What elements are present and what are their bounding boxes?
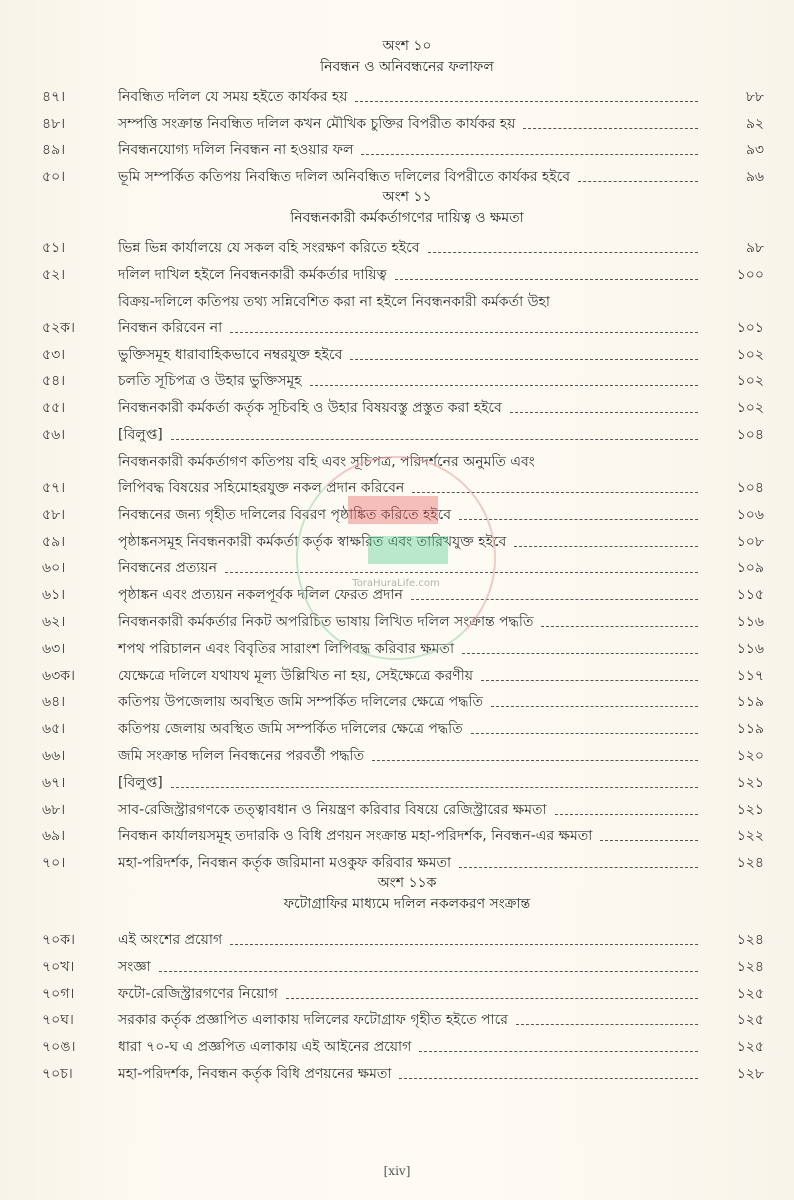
toc-entry[interactable] bbox=[42, 134, 772, 161]
page-number: ১০৪ bbox=[736, 479, 764, 496]
table-of-contents bbox=[42, 36, 772, 1084]
toc-entry[interactable] bbox=[42, 1057, 772, 1084]
entry-text: নিবন্ধনকারী কর্মকর্তা কর্তৃক সূচিবহি ও উহার বিষয়বস্তু প্রস্তুত করা হইবে bbox=[118, 400, 502, 417]
page-number: ১০২ bbox=[736, 400, 764, 417]
entry-text: কতিপয় জেলায় অবস্থিত জমি সম্পর্কিত দলিলের ক্ষেত্রে পদ্ধতি bbox=[118, 721, 463, 738]
dot-leader bbox=[541, 626, 698, 627]
toc-entry[interactable] bbox=[42, 766, 772, 793]
toc-entry[interactable] bbox=[42, 1030, 772, 1057]
page-number: ৮৮ bbox=[745, 88, 764, 105]
page-number: ১১৯ bbox=[736, 721, 764, 738]
part-heading: অংশ ১০ bbox=[382, 38, 432, 54]
dot-leader bbox=[514, 546, 698, 547]
dot-leader bbox=[372, 760, 698, 761]
section-number: ৫৪। bbox=[42, 373, 66, 390]
entry-text: নিবন্ধনের জন্য গৃহীত দলিলের বিবরণ পৃষ্ঠাঙ্কিত করিতে হইবে bbox=[118, 506, 451, 523]
section-number: ৫১। bbox=[42, 239, 66, 256]
entry-text: নিবন্ধনকারী কর্মকর্তাগণ কতিপয় বহি এবং সূচিপত্র, পরিদর্শনের অনুমতি এবং bbox=[118, 453, 535, 470]
toc-entry[interactable] bbox=[42, 632, 772, 659]
dot-leader bbox=[578, 181, 698, 182]
dot-leader bbox=[310, 385, 698, 386]
section-number: ৪৮। bbox=[42, 115, 66, 132]
section-number: ৭০চ। bbox=[42, 1065, 73, 1082]
section-number: ৬৭। bbox=[42, 774, 66, 791]
dot-leader bbox=[459, 519, 698, 520]
section-number: ৭০ক। bbox=[42, 931, 76, 948]
toc-entry[interactable] bbox=[42, 923, 772, 950]
toc-entry[interactable] bbox=[42, 231, 772, 258]
page-number: ১০৬ bbox=[736, 506, 764, 523]
entry-text: শপথ পরিচালন এবং বিবৃতির সারাংশ লিপিবদ্ধ করিবার ক্ষমতা bbox=[118, 640, 455, 657]
section-number: ৭০। bbox=[42, 855, 66, 872]
section-number: ৭০খ। bbox=[42, 958, 75, 975]
dot-leader bbox=[225, 572, 698, 573]
entry-text: সাব-রেজিস্ট্রারগণকে তত্ত্বাবধান ও নিয়ন্ত্রণ করিবার বিষয়ে রেজিস্ট্রারের ক্ষমতা bbox=[118, 801, 547, 818]
page-footer-number: [xiv] bbox=[383, 1164, 411, 1178]
page-number: ১১৯ bbox=[736, 694, 764, 711]
dot-leader bbox=[600, 840, 698, 841]
dot-leader bbox=[510, 412, 698, 413]
section-number: ৬৯। bbox=[42, 828, 66, 845]
toc-entry[interactable] bbox=[42, 578, 772, 605]
entry-text: সরকার কর্তৃক প্রজ্ঞাপিত এলাকায় দলিলের ফটোগ্রাফ গৃহীত হইতে পারে bbox=[118, 1012, 508, 1029]
section-number: ৫২ক। bbox=[42, 319, 75, 336]
section-number: ৫০। bbox=[42, 169, 66, 186]
entry-text: পৃষ্ঠাঙ্কন এবং প্রত্যয়ন নকলপূর্বক দলিল ফেরত প্রদান bbox=[118, 587, 403, 604]
toc-entry[interactable] bbox=[42, 160, 772, 187]
toc-entry[interactable] bbox=[42, 793, 772, 820]
section-number: ৬৫। bbox=[42, 721, 66, 738]
toc-entry[interactable] bbox=[42, 80, 772, 107]
toc-entry[interactable] bbox=[42, 552, 772, 579]
toc-entry[interactable] bbox=[42, 445, 772, 498]
section-part-11a bbox=[42, 873, 772, 1084]
section-number: ৫৫। bbox=[42, 400, 66, 417]
entry-text: সম্পত্তি সংক্রান্ত নিবন্ধিত দলিল কখন মৌখিক চুক্তির বিপরীত কার্যকর হয় bbox=[118, 115, 516, 132]
page-number: ১১৫ bbox=[736, 587, 764, 604]
page-number: ১১৬ bbox=[736, 640, 764, 657]
entry-text: ধারা ৭০-ঘ এ প্রজ্ঞপিত এলাকায় এই আইনের প্রয়োগ bbox=[118, 1039, 412, 1056]
section-number: ৪৭। bbox=[42, 88, 66, 105]
entry-text: [বিলুপ্ত] bbox=[118, 774, 163, 791]
toc-entry[interactable] bbox=[42, 525, 772, 552]
page-number: ১২৮ bbox=[736, 1065, 764, 1082]
section-number: ৬৮। bbox=[42, 801, 66, 818]
dot-leader bbox=[555, 814, 698, 815]
page-number: ১০২ bbox=[736, 373, 764, 390]
entry-text: এই অংশের প্রয়োগ bbox=[118, 931, 223, 948]
dot-leader bbox=[286, 998, 698, 999]
section-number: ৬০। bbox=[42, 560, 66, 577]
page-number: ১০৪ bbox=[736, 426, 764, 443]
toc-entry[interactable] bbox=[42, 739, 772, 766]
page-number: ১০০ bbox=[736, 266, 764, 283]
toc-entry[interactable] bbox=[42, 686, 772, 713]
dot-leader bbox=[230, 332, 698, 333]
page-number: ১২২ bbox=[736, 828, 764, 845]
entry-text: সংজ্ঞা bbox=[118, 958, 151, 975]
page-number: ১০২ bbox=[736, 346, 764, 363]
toc-entry[interactable] bbox=[42, 498, 772, 525]
part-title: নিবন্ধনকারী কর্মকর্তাগণের দায়িত্ব ও ক্ষমতা bbox=[290, 210, 524, 227]
entry-text: ভূমি সম্পর্কিত কতিপয় নিবন্ধিত দলিল অনিবন্ধিত দলিলের বিপরীতে কার্যকর হইবে bbox=[118, 169, 571, 186]
entry-text: পৃষ্ঠাঙ্কনসমূহ নিবন্ধনকারী কর্মকর্তা কর্তৃক স্বাক্ষরিত এবং তারিখযুক্ত হইবে bbox=[118, 533, 507, 550]
section-number: ৬১। bbox=[42, 587, 66, 604]
page-number: ১০১ bbox=[736, 319, 764, 336]
page-number: ১২৪ bbox=[736, 931, 764, 948]
dot-leader bbox=[491, 706, 698, 707]
entry-text: মহা-পরিদর্শক, নিবন্ধন কর্তৃক জরিমানা মওকুফ করিবার ক্ষমতা bbox=[118, 855, 452, 872]
toc-entry[interactable] bbox=[42, 107, 772, 134]
section-number: ৫৭। bbox=[42, 479, 66, 496]
entry-text: নিবন্ধন কার্যালয়সমূহ তদারকি ও বিধি প্রণয়ন সংক্রান্ত মহা-পরিদর্শক, নিবন্ধন-এর ক্ষমতা bbox=[118, 828, 593, 845]
dot-leader bbox=[159, 971, 698, 972]
page-number: ১২১ bbox=[736, 801, 764, 818]
dot-leader bbox=[395, 279, 698, 280]
page-number: ৯৬ bbox=[745, 169, 764, 186]
dot-leader bbox=[230, 944, 698, 945]
toc-entry[interactable] bbox=[42, 258, 772, 285]
entry-text: চলতি সূচিপত্র ও উহার ভুক্তিসমূহ bbox=[118, 373, 302, 390]
dot-leader bbox=[471, 733, 698, 734]
page-number: ১২৫ bbox=[736, 985, 764, 1002]
part-heading: অংশ ১১ক bbox=[377, 875, 437, 892]
section-number: ৫৩। bbox=[42, 346, 66, 363]
dot-leader bbox=[481, 680, 698, 681]
section-number: ৫৮। bbox=[42, 506, 66, 523]
entry-text: জমি সংক্রান্ত দলিল নিবন্ধনের পরবর্তী পদ্ধতি bbox=[118, 747, 365, 764]
entry-text: দলিল দাখিল হইলে নিবন্ধনকারী কর্মকর্তার দায়িত্ব bbox=[118, 266, 387, 283]
toc-entry[interactable] bbox=[42, 605, 772, 632]
part-title: ফটোগ্রাফির মাধ্যমে দলিল নকলকরণ সংক্রান্ত bbox=[283, 896, 531, 913]
section-number: ৬২। bbox=[42, 613, 66, 630]
section-number: ৫২। bbox=[42, 266, 66, 283]
part-heading: অংশ ১১ bbox=[382, 189, 432, 206]
entry-text: নিবন্ধনকারী কর্মকর্তার নিকট অপরিচিত ভাষায় লিখিত দলিল সংক্রান্ত পদ্ধতি bbox=[118, 613, 534, 630]
dot-leader bbox=[399, 1078, 698, 1079]
toc-entry[interactable] bbox=[42, 1004, 772, 1031]
section-number: ৫৬। bbox=[42, 426, 66, 443]
page-number: ১২৪ bbox=[736, 855, 764, 872]
entry-text: ভিন্ন ভিন্ন কার্যালয়ে যে সকল বহি সংরক্ষণ করিতে হইবে bbox=[118, 239, 420, 256]
dot-leader bbox=[361, 154, 698, 155]
toc-entry[interactable] bbox=[42, 338, 772, 365]
dot-leader bbox=[355, 101, 698, 102]
dot-leader bbox=[523, 128, 698, 129]
entry-text: নিবন্ধনযোগ্য দলিল নিবন্ধন না হওয়ার ফল bbox=[118, 142, 354, 159]
part-title: নিবন্ধন ও অনিবন্ধনের ফলাফল bbox=[320, 59, 494, 75]
toc-entry[interactable] bbox=[42, 365, 772, 392]
entry-text: [বিলুপ্ত] bbox=[118, 426, 163, 443]
section-number: ৭০ঘ। bbox=[42, 1012, 74, 1029]
page-number: ১১৬ bbox=[736, 613, 764, 630]
entry-text: বিক্রয়-দলিলে কতিপয় তথ্য সন্নিবেশিত করা না হইলে নিবন্ধনকারী কর্মকর্তা উহা bbox=[118, 293, 550, 310]
toc-entry[interactable] bbox=[42, 820, 772, 847]
toc-entry[interactable] bbox=[42, 950, 772, 977]
section-number: ৬৪। bbox=[42, 694, 66, 711]
entry-text: যেক্ষেত্রে দলিলে যথাযথ মূল্য উল্লিখিত না হয়, সেইক্ষেত্রে করণীয় bbox=[118, 667, 474, 684]
entry-text: নিবন্ধিত দলিল যে সময় হইতে কার্যকর হয় bbox=[118, 88, 348, 105]
page-number: ১২৪ bbox=[736, 958, 764, 975]
dot-leader bbox=[516, 1024, 698, 1025]
section-number: ৪৯। bbox=[42, 142, 66, 159]
page-number: ৯২ bbox=[745, 115, 764, 132]
entry-text-continued: নিবন্ধন করিবেন না bbox=[118, 319, 223, 336]
dot-leader bbox=[411, 599, 698, 600]
page-number: ১২৫ bbox=[736, 1039, 764, 1056]
page-number: ১২০ bbox=[736, 747, 764, 764]
entry-text: ফটো-রেজিস্ট্রারগণের নিয়োগ bbox=[118, 985, 278, 1002]
toc-entry[interactable] bbox=[42, 418, 772, 445]
dot-leader bbox=[428, 252, 698, 253]
dot-leader bbox=[462, 653, 698, 654]
section-number: ৭০ঙ। bbox=[42, 1039, 76, 1056]
toc-entry[interactable] bbox=[42, 391, 772, 418]
entry-text-continued: লিপিবদ্ধ বিষয়ের সহিমোহরযুক্ত নকল প্রদান করিবেন bbox=[118, 479, 405, 496]
page-number: ১০৯ bbox=[736, 560, 764, 577]
dot-leader bbox=[412, 492, 698, 493]
page-number: ১১৭ bbox=[736, 667, 764, 684]
dot-leader bbox=[459, 867, 698, 868]
page-number: ১২৫ bbox=[736, 1012, 764, 1029]
section-number: ৬৩। bbox=[42, 640, 66, 657]
page-number: ৯৩ bbox=[745, 142, 764, 159]
page-number: ৯৮ bbox=[745, 239, 764, 256]
dot-leader bbox=[419, 1051, 698, 1052]
section-number: ৭০গ। bbox=[42, 985, 75, 1002]
entry-text: নিবন্ধনের প্রত্যয়ন bbox=[118, 560, 217, 577]
entry-text: মহা-পরিদর্শক, নিবন্ধন কর্তৃক বিধি প্রণয়নের ক্ষমতা bbox=[118, 1065, 392, 1082]
section-number: ৬৬। bbox=[42, 747, 66, 764]
page-number: ১২১ bbox=[736, 774, 764, 791]
entry-text: ভুক্তিসমূহ ধারাবাহিকভাবে নম্বরযুক্ত হইবে bbox=[118, 346, 343, 363]
section-number: ৬৩ক। bbox=[42, 667, 76, 684]
section-part-11 bbox=[42, 187, 772, 873]
toc-entry[interactable] bbox=[42, 285, 772, 338]
watermark-text: ToraHuraLife.com bbox=[352, 578, 440, 589]
dot-leader bbox=[350, 359, 698, 360]
toc-entry[interactable] bbox=[42, 977, 772, 1004]
toc-entry[interactable] bbox=[42, 846, 772, 873]
dot-leader bbox=[171, 787, 698, 788]
section-part-10 bbox=[42, 36, 772, 187]
page-number: ১০৮ bbox=[736, 533, 764, 550]
dot-leader bbox=[171, 439, 698, 440]
toc-entry[interactable] bbox=[42, 712, 772, 739]
section-number: ৫৯। bbox=[42, 533, 66, 550]
toc-entry[interactable] bbox=[42, 659, 772, 686]
entry-text: কতিপয় উপজেলায় অবস্থিত জমি সম্পর্কিত দলিলের ক্ষেত্রে পদ্ধতি bbox=[118, 694, 484, 711]
